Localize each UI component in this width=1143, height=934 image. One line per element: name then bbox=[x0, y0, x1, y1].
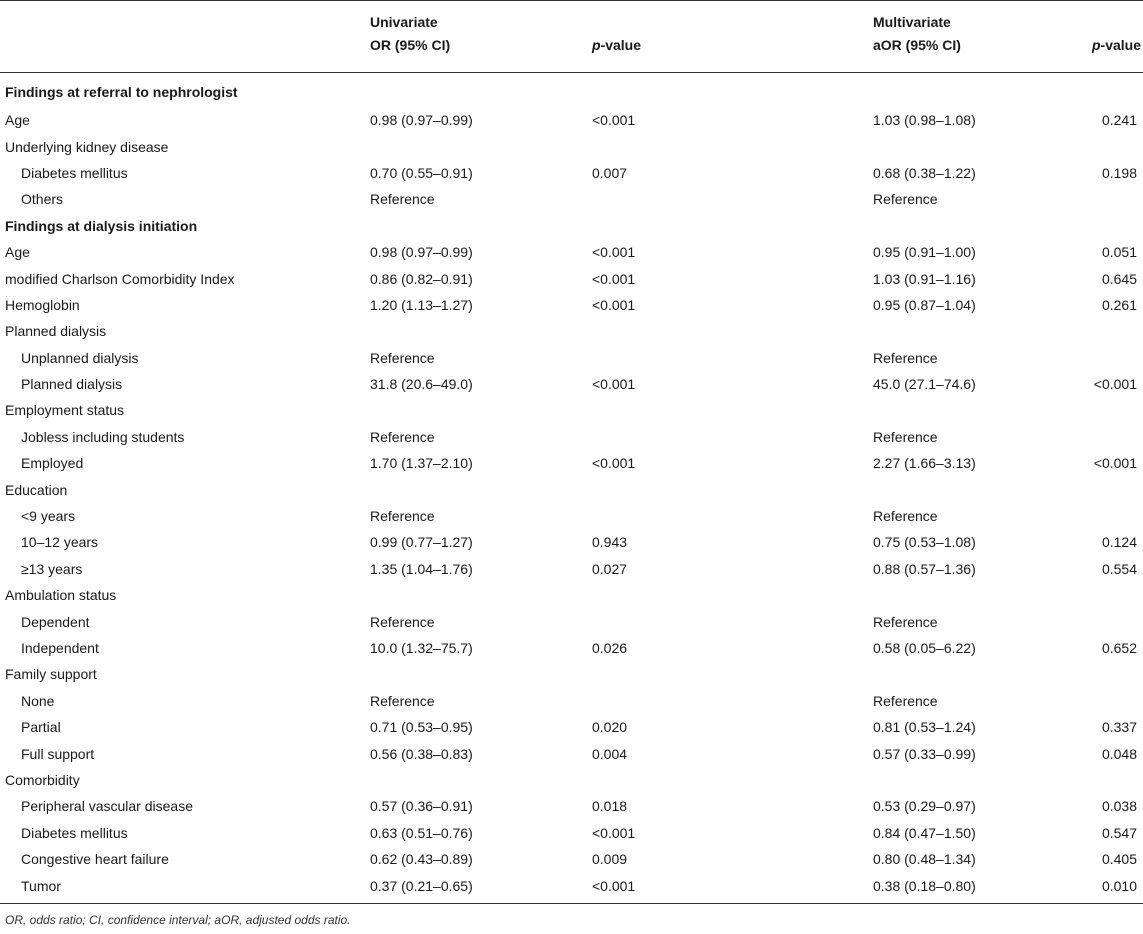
multivariate-p-value: 0.010 bbox=[1064, 872, 1143, 903]
multivariate-p-value bbox=[1064, 424, 1143, 450]
empty-cell bbox=[589, 213, 864, 239]
univariate-p-value: <0.001 bbox=[592, 376, 636, 393]
multivariate-p-value: <0.001 bbox=[1093, 376, 1137, 393]
header-empty-cell bbox=[0, 32, 361, 73]
univariate-p-value: 0.943 bbox=[592, 534, 628, 551]
multivariate-p-value bbox=[1064, 476, 1143, 502]
aor-ci-value: 0.75 (0.53–1.08) bbox=[873, 534, 976, 551]
variable-label: modified Charlson Comorbidity Index bbox=[5, 270, 235, 287]
univariate-p-value bbox=[589, 503, 864, 529]
multivariate-p-value bbox=[1064, 397, 1143, 423]
univariate-p-value: <0.001 bbox=[589, 872, 864, 903]
table-row bbox=[0, 371, 1143, 397]
univariate-p-value bbox=[589, 688, 864, 714]
multivariate-p-value bbox=[1064, 608, 1143, 634]
variable-label: Planned dialysis bbox=[21, 376, 123, 393]
aor-ci-value: 0.53 (0.29–0.97) bbox=[873, 798, 976, 815]
univariate-p-value: <0.001 bbox=[592, 296, 636, 313]
univariate-p-value bbox=[589, 476, 864, 502]
aor-ci-value: Reference bbox=[873, 349, 938, 366]
or-ci-value bbox=[361, 767, 589, 793]
univariate-p-value bbox=[589, 133, 864, 159]
variable-label: Congestive heart failure bbox=[21, 851, 169, 868]
univariate-p-value: <0.001 bbox=[592, 824, 636, 841]
table-row bbox=[0, 714, 1143, 740]
multivariate-p-value: 0.652 bbox=[1101, 640, 1137, 656]
variable-label: Hemoglobin bbox=[5, 296, 80, 313]
aor-ci-value: Reference bbox=[873, 191, 938, 208]
multivariate-p-value: 0.241 bbox=[1101, 112, 1137, 129]
aor-ci-value: Reference bbox=[873, 428, 938, 445]
univariate-p-value bbox=[589, 424, 864, 450]
variable-label: Diabetes mellitus bbox=[21, 164, 128, 181]
p-italic: p bbox=[592, 37, 601, 53]
section-header-row bbox=[0, 73, 1143, 108]
aor-ci-value: 0.80 (0.48–1.34) bbox=[873, 851, 976, 868]
header-row-top bbox=[0, 1, 1143, 33]
variable-label: Full support bbox=[21, 745, 95, 762]
table-row bbox=[0, 688, 1143, 714]
variable-label: Comorbidity bbox=[5, 771, 80, 788]
aor-ci-value bbox=[864, 397, 1064, 423]
table-row bbox=[0, 424, 1143, 450]
multivariate-p-value: 0.405 bbox=[1101, 851, 1137, 868]
aor-ci-value: 0.95 (0.91–1.00) bbox=[873, 244, 976, 261]
univariate-p-value: 0.020 bbox=[592, 719, 628, 736]
table-row bbox=[0, 292, 1143, 318]
multivariate-p-value: <0.001 bbox=[1093, 455, 1137, 472]
aor-ci-value: 0.88 (0.57–1.36) bbox=[873, 560, 976, 577]
table-row bbox=[0, 793, 1143, 819]
or-ci-value: Reference bbox=[370, 428, 435, 445]
multivariate-p-value bbox=[1064, 318, 1143, 344]
header-empty-cell bbox=[0, 1, 361, 33]
table-row bbox=[0, 503, 1143, 529]
multivariate-p-value bbox=[1064, 688, 1143, 714]
univariate-p-value bbox=[589, 318, 864, 344]
aor-ci-value: 1.03 (0.91–1.16) bbox=[873, 270, 976, 287]
multivariate-p-value: 0.048 bbox=[1101, 745, 1137, 762]
univariate-p-value: 0.018 bbox=[592, 798, 628, 815]
table-row bbox=[0, 107, 1143, 133]
univariate-p-value bbox=[589, 345, 864, 371]
or-ci-value: 1.20 (1.13–1.27) bbox=[370, 296, 473, 313]
multivariate-p-value bbox=[1064, 133, 1143, 159]
or-ci-value: Reference bbox=[370, 613, 435, 630]
aor-ci-value: 0.57 (0.33–0.99) bbox=[873, 745, 976, 762]
or-ci-value: 0.57 (0.36–0.91) bbox=[370, 798, 473, 815]
variable-label: 10–12 years bbox=[21, 534, 99, 551]
or-ci-value bbox=[361, 476, 589, 502]
multivariate-p-value: 0.547 bbox=[1101, 824, 1137, 841]
univariate-heading: Univariate bbox=[361, 1, 589, 33]
header-empty-cell bbox=[589, 1, 864, 33]
multivariate-p-value bbox=[1064, 767, 1143, 793]
univariate-p-value bbox=[589, 767, 864, 793]
or-ci-value: 0.63 (0.51–0.76) bbox=[370, 824, 473, 841]
table-body bbox=[0, 73, 1143, 904]
or-ci-value bbox=[361, 397, 589, 423]
univariate-p-value bbox=[589, 661, 864, 687]
empty-cell bbox=[864, 213, 1064, 239]
header-empty-cell bbox=[1064, 1, 1143, 33]
or-ci-value: 0.99 (0.77–1.27) bbox=[370, 534, 473, 551]
table-row bbox=[0, 661, 1143, 687]
aor-ci-value bbox=[864, 582, 1064, 608]
table-row bbox=[0, 582, 1143, 608]
table-row bbox=[0, 397, 1143, 423]
table-row bbox=[0, 529, 1143, 555]
univariate-p-value: <0.001 bbox=[592, 455, 636, 472]
table-row bbox=[0, 186, 1143, 212]
aor-ci-value: 45.0 (27.1–74.6) bbox=[873, 376, 976, 393]
variable-label: Tumor bbox=[0, 872, 361, 903]
univariate-p-value: 0.027 bbox=[592, 560, 628, 577]
p-italic: p bbox=[1091, 37, 1101, 53]
aor-ci-value: 2.27 (1.66–3.13) bbox=[873, 455, 976, 472]
aor-ci-value: 0.38 (0.18–0.80) bbox=[864, 872, 1064, 903]
univariate-p-value bbox=[589, 608, 864, 634]
table-header bbox=[0, 1, 1143, 73]
multivariate-p-value bbox=[1064, 345, 1143, 371]
or-ci-value: 1.35 (1.04–1.76) bbox=[370, 560, 473, 577]
aor-ci-value: Reference bbox=[873, 613, 938, 630]
p-value-suffix: -value bbox=[1100, 37, 1141, 53]
aor-ci-value: 0.68 (0.38–1.22) bbox=[873, 164, 976, 181]
empty-cell bbox=[1064, 213, 1143, 239]
univariate-p-value: 0.004 bbox=[592, 745, 628, 762]
univariate-p-value bbox=[589, 582, 864, 608]
or-ci-value: Reference bbox=[370, 692, 435, 709]
table-row bbox=[0, 345, 1143, 371]
variable-label: Employed bbox=[21, 455, 84, 472]
or-ci-heading: OR (95% CI) bbox=[361, 32, 589, 73]
table-row bbox=[0, 476, 1143, 502]
table-footnote: OR, odds ratio; CI, confidence interval; aOR, adjusted odds ratio. bbox=[5, 913, 351, 927]
section-title: Findings at referral to nephrologist bbox=[5, 84, 238, 100]
multivariate-p-value bbox=[1064, 582, 1143, 608]
table-row bbox=[0, 265, 1143, 291]
aor-ci-value bbox=[864, 661, 1064, 687]
table-row bbox=[0, 239, 1143, 265]
table-row bbox=[0, 740, 1143, 766]
variable-label: Dependent bbox=[21, 613, 90, 630]
or-ci-value: 0.86 (0.82–0.91) bbox=[370, 270, 473, 287]
variable-label: Employment status bbox=[5, 402, 125, 419]
or-ci-value bbox=[361, 582, 589, 608]
header-row-bottom bbox=[0, 32, 1143, 73]
multivariate-p-value: 0.554 bbox=[1101, 560, 1137, 577]
variable-label: ≥13 years bbox=[21, 560, 83, 577]
multivariate-p-value: 0.124 bbox=[1101, 534, 1137, 551]
section-header-row bbox=[0, 213, 1143, 239]
table-row bbox=[0, 556, 1143, 582]
univariate-p-value: 0.026 bbox=[592, 640, 628, 656]
table-row bbox=[0, 846, 1143, 872]
multivariate-p-value: 0.038 bbox=[1101, 798, 1137, 815]
aor-ci-value: 0.95 (0.87–1.04) bbox=[873, 296, 976, 313]
p-value-suffix: -value bbox=[600, 37, 642, 53]
aor-ci-value: 0.58 (0.05–6.22) bbox=[873, 640, 976, 656]
empty-cell bbox=[361, 213, 589, 239]
variable-label: Ambulation status bbox=[5, 587, 117, 604]
table-row bbox=[0, 160, 1143, 186]
univariate-p-value bbox=[589, 397, 864, 423]
table-row bbox=[0, 872, 1143, 903]
or-ci-value bbox=[361, 133, 589, 159]
univariate-p-value-heading bbox=[589, 32, 864, 73]
multivariate-p-value: 0.261 bbox=[1101, 296, 1137, 313]
variable-label: Jobless including students bbox=[21, 428, 185, 445]
or-ci-value: Reference bbox=[370, 508, 435, 525]
or-ci-value: 0.98 (0.97–0.99) bbox=[370, 244, 473, 261]
or-ci-value: 0.37 (0.21–0.65) bbox=[361, 872, 589, 903]
multivariate-heading: Multivariate bbox=[864, 1, 1064, 33]
or-ci-value bbox=[361, 661, 589, 687]
aor-ci-value: Reference bbox=[873, 692, 938, 709]
or-ci-value: 0.71 (0.53–0.95) bbox=[370, 719, 473, 736]
variable-label: Underlying kidney disease bbox=[5, 138, 169, 155]
univariate-p-value: 0.009 bbox=[592, 851, 628, 868]
multivariate-p-value: 0.198 bbox=[1101, 164, 1137, 181]
or-ci-value: Reference bbox=[370, 349, 435, 366]
table-row bbox=[0, 318, 1143, 344]
variable-label: Planned dialysis bbox=[5, 323, 107, 340]
or-ci-value bbox=[361, 318, 589, 344]
aor-ci-value: 1.03 (0.98–1.08) bbox=[873, 112, 976, 129]
table-row bbox=[0, 608, 1143, 634]
univariate-p-value bbox=[589, 186, 864, 212]
multivariate-p-value: 0.051 bbox=[1101, 244, 1137, 261]
multivariate-p-value bbox=[1064, 661, 1143, 687]
or-ci-value: 1.70 (1.37–2.10) bbox=[370, 455, 473, 472]
or-ci-value: Reference bbox=[370, 191, 435, 208]
table-row bbox=[0, 767, 1143, 793]
variable-label: Others bbox=[21, 191, 64, 208]
aor-ci-value bbox=[864, 133, 1064, 159]
variable-label: Partial bbox=[21, 719, 61, 736]
multivariate-p-value: 0.645 bbox=[1101, 270, 1137, 287]
variable-label: Age bbox=[5, 244, 30, 261]
aor-ci-value bbox=[864, 318, 1064, 344]
aor-ci-value bbox=[864, 476, 1064, 502]
table-row bbox=[0, 133, 1143, 159]
variable-label: Diabetes mellitus bbox=[21, 824, 128, 841]
table-row bbox=[0, 820, 1143, 846]
variable-label: Independent bbox=[21, 640, 99, 656]
or-ci-value: 0.56 (0.38–0.83) bbox=[370, 745, 473, 762]
variable-label: Age bbox=[5, 112, 30, 129]
aor-ci-value: 0.81 (0.53–1.24) bbox=[873, 719, 976, 736]
variable-label: Unplanned dialysis bbox=[21, 349, 139, 366]
aor-ci-value: Reference bbox=[873, 508, 938, 525]
empty-cell bbox=[589, 73, 864, 108]
variable-label: None bbox=[21, 692, 55, 709]
or-ci-value: 0.70 (0.55–0.91) bbox=[370, 164, 473, 181]
empty-cell bbox=[361, 73, 589, 108]
variable-label: Peripheral vascular disease bbox=[21, 798, 193, 815]
empty-cell bbox=[864, 73, 1064, 108]
or-ci-value: 31.8 (20.6–49.0) bbox=[370, 376, 473, 393]
multivariate-p-value-heading bbox=[1064, 32, 1143, 73]
multivariate-p-value: 0.337 bbox=[1101, 719, 1137, 736]
aor-ci-value: 0.84 (0.47–1.50) bbox=[873, 824, 976, 841]
variable-label: Family support bbox=[5, 666, 97, 683]
variable-label: <9 years bbox=[21, 508, 76, 525]
or-ci-value: 0.98 (0.97–0.99) bbox=[370, 112, 473, 129]
section-title: Findings at dialysis initiation bbox=[5, 217, 198, 234]
table-row bbox=[0, 450, 1143, 476]
univariate-p-value: <0.001 bbox=[592, 244, 636, 261]
univariate-p-value: 0.007 bbox=[592, 164, 628, 181]
univariate-p-value: <0.001 bbox=[592, 270, 636, 287]
aor-ci-value bbox=[864, 767, 1064, 793]
table-row bbox=[0, 635, 1143, 661]
aor-ci-heading: aOR (95% CI) bbox=[864, 32, 1064, 73]
or-ci-value: 0.62 (0.43–0.89) bbox=[370, 851, 473, 868]
or-ci-value: 10.0 (1.32–75.7) bbox=[370, 640, 473, 656]
empty-cell bbox=[1064, 73, 1143, 108]
multivariate-p-value bbox=[1064, 186, 1143, 212]
univariate-p-value: <0.001 bbox=[592, 112, 636, 129]
variable-label: Education bbox=[5, 481, 68, 498]
multivariate-p-value bbox=[1064, 503, 1143, 529]
